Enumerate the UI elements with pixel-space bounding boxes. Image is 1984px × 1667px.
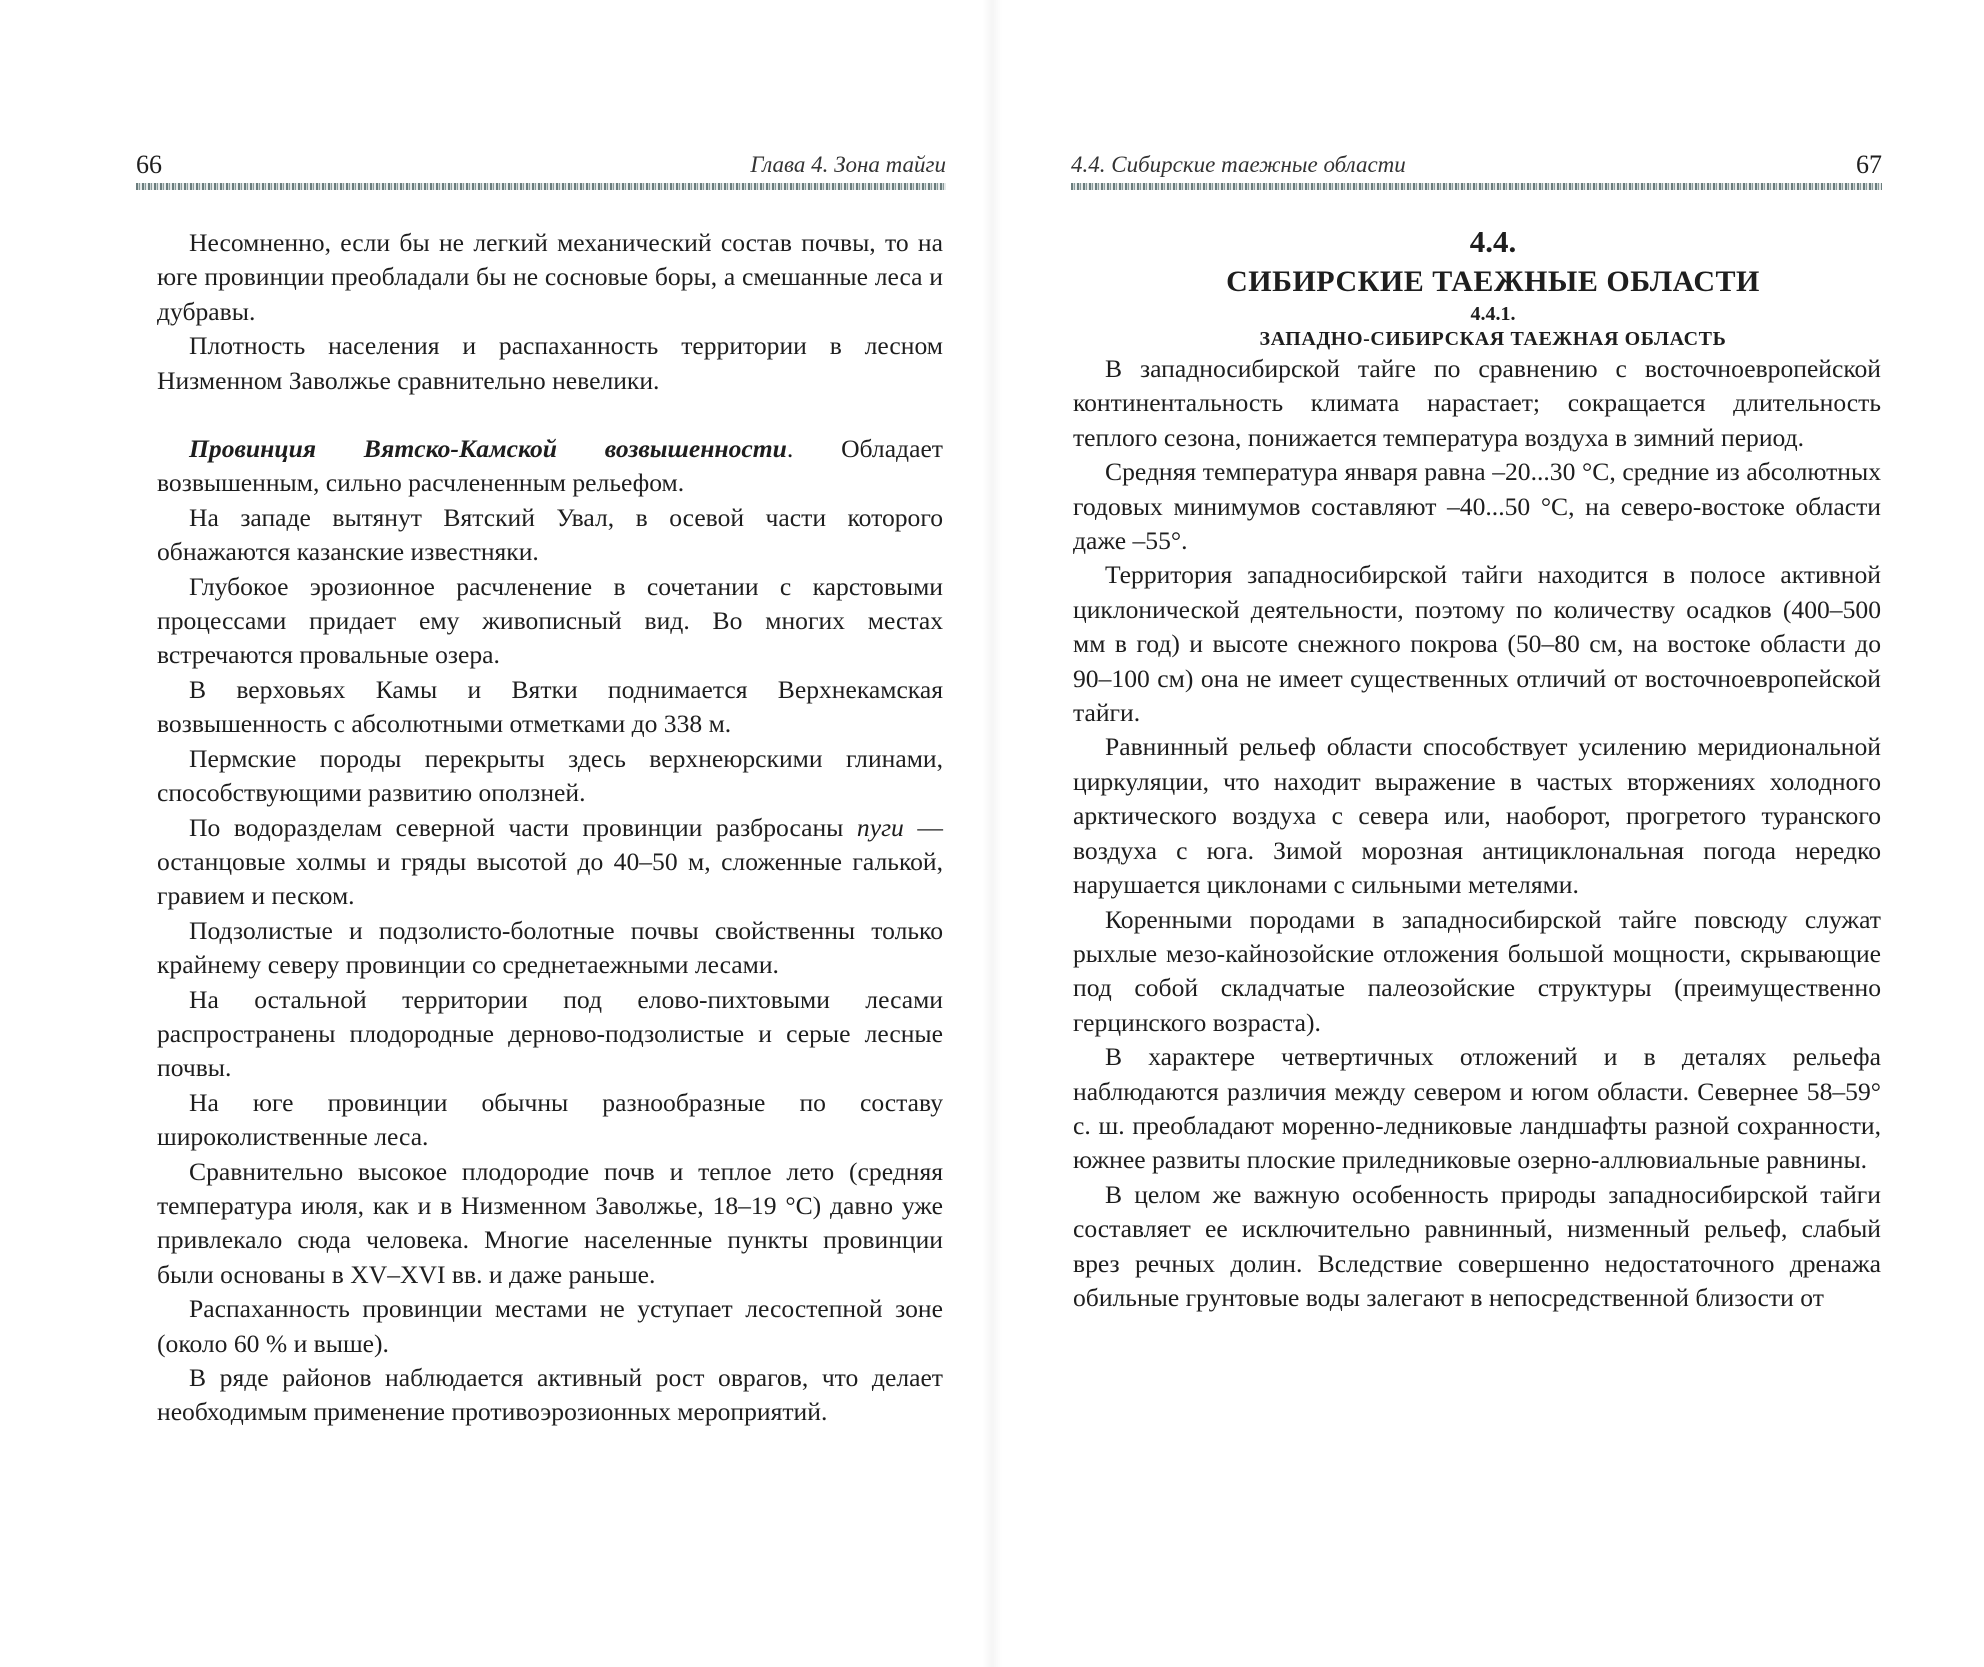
paragraph-with-term (157, 811, 943, 914)
section-title: СИБИРСКИЕ ТАЕЖНЫЕ ОБЛАСТИ (1226, 265, 1760, 298)
paragraph-province-heading (157, 432, 943, 501)
paragraph: В западносибирской тайге по сравнению с восточноевропейской континентальность климата нарастает; сокращается длительность теплого сезона, понижается температура воздуха в зимний период. (1073, 354, 1881, 452)
left-page-number: 66 (136, 150, 162, 179)
paragraph: В характере четвертичных отложений и в деталях рельефа наблюдаются различия между севером и югом области. Севернее 58–59° с. ш. преобладают моренно-ледниковые ландшафты разной сохранности, южнее развиты плоские приледниковые озерно-аллювиальные равнины. (1073, 1042, 1881, 1175)
paragraph-text: По водоразделам северной части провинции разбросаны (189, 812, 857, 842)
left-body-text (157, 226, 943, 1430)
paragraph: В ряде районов наблюдается активный рост оврагов, что делает необходимым применение противоэрозионных мероприятий. (157, 1363, 943, 1427)
right-page (992, 0, 1984, 1667)
paragraph-text: — останцовые холмы и гряды высотой до 40–50 м, сложенные галькой, гравием и песком. (157, 812, 943, 911)
paragraph: Несомненно, если бы не легкий механический состав почвы, то на юге провинции преобладали бы не сосновые боры, а смешанные леса и дубравы. (157, 228, 943, 326)
paragraph: Территория западносибирской тайги находится в полосе активной циклонической деятельности, поэтому по количеству осадков (400–500 мм в год) и высоте снежного покрова (50–80 см, на востоке области до 90–100 см) она не имеет существенных отличий от восточноевропейской тайги. (1073, 560, 1881, 728)
paragraph: В верховьях Камы и Вятки поднимается Верхнекамская возвышенность с абсолютными отметками до 338 м. (157, 674, 943, 739)
paragraph: Равнинный рельеф области способствует усилению меридиональной циркуляции, что находит выражение в частых вторжениях холодного арктического воздуха с севера или, наоборот, прогретого туранского воздуха с юга. Зимой морозная антициклональная погода нередко нарушается циклонами с сильными метелями. (1073, 732, 1881, 900)
paragraph: Плотность населения и распаханность территории в лесном Низменном Заволжье сравнительно невелики. (157, 331, 943, 395)
paragraph: Распаханность провинции местами не уступает лесостепной зоне (около 60 % и выше). (157, 1294, 943, 1358)
subsection-title: ЗАПАДНО-СИБИРСКАЯ ТАЕЖНАЯ ОБЛАСТЬ (1259, 328, 1727, 350)
left-running-head (136, 140, 946, 190)
paragraph: Глубокое эрозионное расчленение в сочетании с карстовыми процессами придает ему живописный вид. Во многих местах встречаются провальные озера. (157, 571, 943, 670)
right-header-rule (1071, 183, 1882, 190)
paragraph: На остальной территории под елово-пихтовыми лесами распространены плодородные дерново-подзолистые и серые лесные почвы. (157, 984, 943, 1083)
paragraph: В целом же важную особенность природы западносибирской тайги составляет ее исключительно равнинный, низменный рельеф, слабый врез речных долин. Вследствие совершенно недостаточного дренажа обильные грунтовые воды залегают в непосредственной близости от (1073, 1179, 1881, 1312)
left-running-title: Глава 4. Зона тайги (750, 152, 946, 177)
left-header-rule (136, 183, 946, 190)
right-running-title: 4.4. Сибирские таежные области (1071, 152, 1406, 177)
paragraph: Средняя температура января равна –20...30 °С, средние из абсолютных годовых минимумов составляют –40...50 °С, на северо-востоке области даже –55°. (1073, 457, 1881, 556)
right-page-number: 67 (1856, 150, 1882, 179)
paragraph: На западе вытянут Вятский Увал, в осевой части которого обнажаются казанские известняки. (157, 502, 943, 567)
right-running-head (1071, 140, 1882, 190)
paragraph: Коренными породами в западносибирской тайге повсюду служат рыхлые мезо-кайнозойские отложения большой мощности, скрывающие под собой складчатые палеозойские структуры (преимущественно герцинского возраста). (1073, 904, 1881, 1037)
paragraph: На юге провинции обычны разнообразные по составу широколиственные леса. (157, 1087, 943, 1152)
paragraph: Сравнительно высокое плодородие почв и теплое лето (средняя температура июля, как и в Низменном Заволжье, 18–19 °С) давно уже привлекало сюда человека. Многие населенные пункты провинции были основаны в XV–XVI вв. и даже раньше. (157, 1156, 943, 1289)
right-body-text (1073, 222, 1881, 1315)
paragraph: Пермские породы перекрыты здесь верхнеюрскими глинами, способствующими развитию оползней. (157, 743, 943, 808)
paragraph-text: . Обладает возвышенным, сильно расчлененным рельефом. (157, 434, 943, 498)
term-italic: пуги (856, 812, 904, 842)
province-name: Провинция Вятско-Камской возвышенности (189, 434, 787, 464)
paragraph: Подзолистые и подзолисто-болотные почвы свойственны только крайнему северу провинции со среднетаежными лесами. (157, 915, 943, 980)
subsection-number: 4.4.1. (1470, 303, 1516, 325)
section-number: 4.4. (1469, 224, 1517, 259)
